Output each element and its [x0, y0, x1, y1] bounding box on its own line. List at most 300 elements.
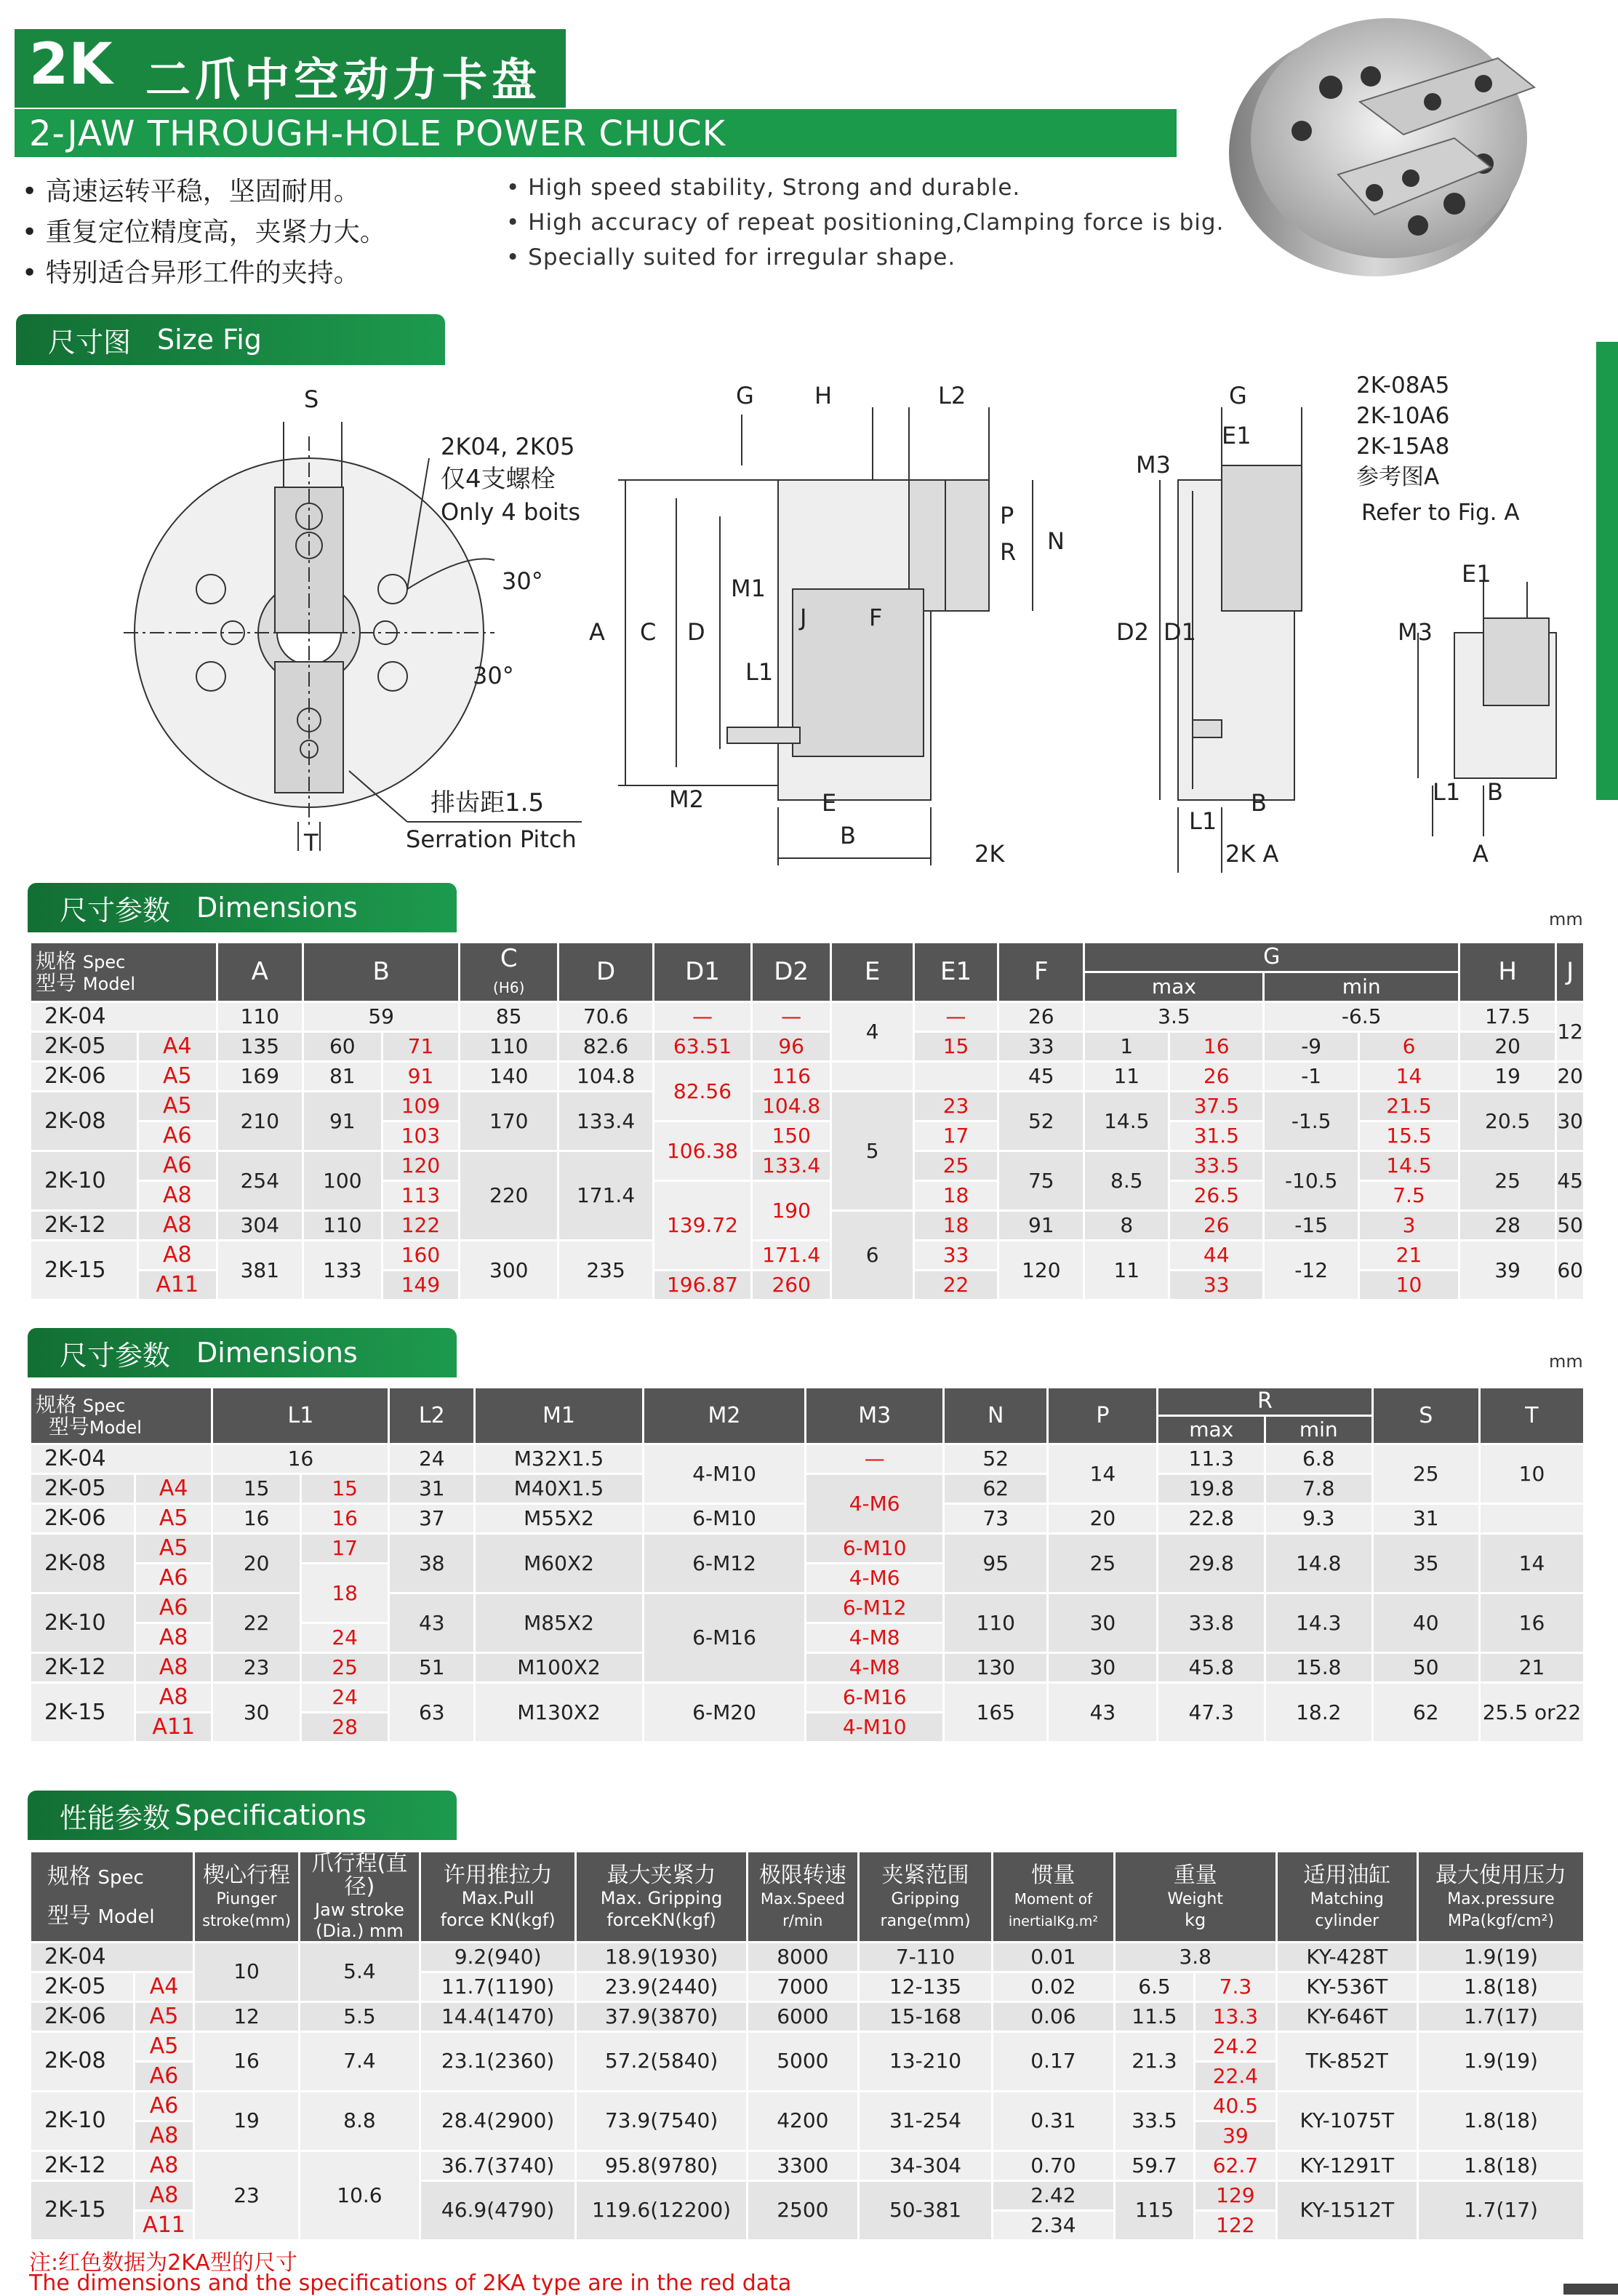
- submodel-cell: A5: [135, 1504, 212, 1534]
- cell: 14.4(1470): [420, 2001, 576, 2031]
- cell: 30: [1556, 1092, 1585, 1151]
- col-e: E: [831, 943, 914, 1002]
- cell: 25: [1459, 1151, 1556, 1211]
- cell: 30: [212, 1683, 300, 1743]
- model-cell: 2K-06: [31, 1504, 135, 1534]
- model-cell: 2K-15: [31, 1241, 138, 1300]
- cell: 62.7: [1195, 2151, 1276, 2180]
- cell: —: [913, 1002, 998, 1032]
- cell: 35: [1372, 1534, 1479, 1593]
- cell: 4-M10: [643, 1444, 805, 1504]
- submodel-cell: A5: [137, 1062, 217, 1092]
- cell: 20: [1048, 1504, 1158, 1534]
- cell: [913, 1062, 998, 1092]
- cell: M55X2: [475, 1504, 644, 1534]
- cell: [831, 1062, 914, 1092]
- cell: 1.8(18): [1417, 1972, 1584, 2001]
- col-weight: 重量 Weight kg: [1114, 1852, 1276, 1943]
- cell: 18.2: [1265, 1683, 1372, 1743]
- col-p: P: [1048, 1388, 1158, 1444]
- cell: -9: [1264, 1032, 1359, 1062]
- col-t: T: [1479, 1388, 1584, 1444]
- cell: 18: [913, 1211, 998, 1241]
- cell: 16: [193, 2031, 299, 2091]
- cell: 139.72: [653, 1181, 751, 1271]
- cell: 120: [382, 1151, 460, 1181]
- cell: 7-110: [859, 1942, 993, 1972]
- cell: 0.70: [993, 2151, 1115, 2180]
- dimensions-table-2: [29, 1386, 1585, 1743]
- cell: 110: [944, 1593, 1048, 1653]
- cell: 60: [1556, 1241, 1585, 1300]
- cell: 165: [944, 1683, 1048, 1743]
- cell: TK-852T: [1276, 2031, 1417, 2091]
- cell: 31: [389, 1474, 475, 1504]
- cell: 12-135: [859, 1972, 993, 2001]
- cell: 60: [303, 1032, 382, 1062]
- cell: 50-381: [859, 2180, 993, 2240]
- cell: 52: [998, 1092, 1084, 1151]
- label-b-figa: B: [1487, 778, 1503, 806]
- cell: 3.5: [1084, 1002, 1264, 1032]
- cell: 28.4(2900): [420, 2091, 576, 2151]
- table-row: [31, 1032, 1585, 1062]
- cell: 70.6: [558, 1002, 654, 1032]
- cell: 106.38: [653, 1121, 751, 1181]
- cell: 254: [217, 1151, 303, 1211]
- cell: 260: [752, 1271, 831, 1300]
- submodel-cell: A5: [137, 1092, 217, 1121]
- model-cell: 2K-10: [31, 2091, 135, 2151]
- col-g: G: [1084, 943, 1459, 972]
- table-row: [31, 2031, 1585, 2061]
- table-row: [31, 1474, 1585, 1504]
- label-d1-2ka: D1: [1164, 618, 1196, 646]
- cell: 122: [1195, 2210, 1276, 2240]
- label-e1-figa: E1: [1462, 560, 1491, 588]
- cell: M40X1.5: [475, 1474, 644, 1504]
- size-fig-en: Size Fig: [157, 324, 262, 356]
- cell: 43: [389, 1593, 475, 1653]
- angle-30-a: 30°: [502, 567, 543, 595]
- table-row: [31, 1683, 1585, 1713]
- cell: 110: [303, 1211, 382, 1241]
- cell: 38: [389, 1534, 475, 1593]
- model-cell: 2K-08: [31, 2031, 135, 2091]
- label-h: H: [814, 382, 833, 409]
- cell: 62: [1372, 1683, 1479, 1743]
- cell: 15.8: [1265, 1653, 1372, 1683]
- cell: 14.8: [1265, 1534, 1372, 1593]
- cell: 12: [1556, 1002, 1585, 1062]
- cell: 12: [193, 2001, 299, 2031]
- label-l1-figa: L1: [1433, 778, 1461, 806]
- cell: 6.8: [1265, 1444, 1372, 1474]
- cell: 2500: [747, 2180, 858, 2240]
- cell: 6: [831, 1211, 914, 1300]
- col-max-speed: 极限转速 Max.Speed r/min: [747, 1852, 858, 1943]
- submodel-cell: A5: [135, 1534, 212, 1564]
- cell: M100X2: [475, 1653, 644, 1683]
- cell: 37: [389, 1504, 475, 1534]
- cell: -15: [1264, 1211, 1359, 1241]
- cell: 16: [212, 1504, 300, 1534]
- label-t: T: [304, 829, 319, 857]
- cell: KY-1512T: [1276, 2180, 1417, 2240]
- cell: 45: [1556, 1151, 1585, 1211]
- col-n: N: [944, 1388, 1048, 1444]
- cell: 4: [831, 1002, 914, 1062]
- table-row: [31, 1444, 1585, 1474]
- cell: 91: [998, 1211, 1084, 1241]
- size-fig-tab: [16, 314, 445, 365]
- cell: 14.3: [1265, 1593, 1372, 1653]
- submodel-cell: A8: [135, 2121, 194, 2151]
- table-row: [31, 1092, 1585, 1121]
- cell: 34-304: [859, 2151, 993, 2180]
- col-m3: M3: [806, 1388, 944, 1444]
- cell: 44: [1169, 1241, 1264, 1271]
- cell: 24: [300, 1623, 388, 1653]
- fig-name-2ka: 2K A: [1225, 840, 1279, 868]
- cell: 6-M16: [806, 1683, 944, 1713]
- col-b: B: [303, 943, 459, 1002]
- col-j: J: [1556, 943, 1585, 1002]
- model-cell: 2K-12: [31, 2151, 135, 2180]
- cell: 169: [217, 1062, 303, 1092]
- dimensions-cn-2: 尺寸参数: [60, 1339, 171, 1372]
- dimensions-tab-1: [28, 883, 457, 932]
- cell: 300: [460, 1241, 558, 1300]
- cell: 2.42: [993, 2180, 1115, 2210]
- cell: 6-M12: [643, 1534, 805, 1593]
- col-m2: M2: [643, 1388, 805, 1444]
- table-row: [31, 1241, 1585, 1271]
- model-cell: 2K-06: [31, 2001, 135, 2031]
- cell: 149: [382, 1271, 460, 1300]
- label-e: E: [822, 789, 837, 817]
- cell: 39: [1459, 1241, 1556, 1300]
- cell: 7.3: [1195, 1972, 1276, 2001]
- label-m3-figa: M3: [1398, 618, 1433, 646]
- cell: KY-536T: [1276, 1972, 1417, 2001]
- col-gripping-range: 夹紧范围 Gripping range(mm): [859, 1852, 993, 1943]
- cell: 122: [382, 1211, 460, 1241]
- cell: 21: [1358, 1241, 1459, 1271]
- cell: 5: [831, 1092, 914, 1211]
- cell: 110: [460, 1032, 558, 1062]
- col-inertia: 惯量 Moment of inertialKg.m²: [993, 1852, 1115, 1943]
- fig-name-a: A: [1473, 840, 1489, 868]
- cell: 3300: [747, 2151, 858, 2180]
- cell: 26: [1169, 1062, 1264, 1092]
- cell: 5.4: [300, 1942, 420, 2001]
- model-cell: 2K-04: [31, 1002, 217, 1032]
- technical-drawing: [0, 371, 1618, 880]
- table-row: [31, 2091, 1585, 2121]
- cell: 8.8: [300, 2091, 420, 2151]
- cell: 16: [1169, 1032, 1264, 1062]
- dimensions-en-2: Dimensions: [196, 1337, 358, 1369]
- cell: 5000: [747, 2031, 858, 2091]
- cell: 17: [913, 1121, 998, 1151]
- label-j: J: [800, 604, 807, 631]
- cell: 8000: [747, 1942, 858, 1972]
- cell: 0.01: [993, 1942, 1115, 1972]
- cell: 20: [1459, 1032, 1556, 1062]
- submodel-cell: A8: [135, 1683, 212, 1713]
- cell: 16: [212, 1444, 389, 1474]
- cell: 381: [217, 1241, 303, 1300]
- cell: 31-254: [859, 2091, 993, 2151]
- cell: 26.5: [1169, 1181, 1264, 1211]
- cell: 11: [1084, 1062, 1169, 1092]
- cell: 18.9(1930): [576, 1942, 747, 1972]
- cell: 8.5: [1084, 1151, 1169, 1211]
- title-code: 2K: [29, 32, 113, 97]
- cell: M130X2: [475, 1683, 644, 1743]
- model-cell: 2K-12: [31, 1211, 138, 1241]
- cell: 1.9(19): [1417, 2031, 1584, 2091]
- cell: 6: [1358, 1032, 1459, 1062]
- cell: 43: [1048, 1683, 1158, 1743]
- cell: 25: [913, 1151, 998, 1181]
- cell: KY-1291T: [1276, 2151, 1417, 2180]
- cell: 11.3: [1158, 1444, 1265, 1474]
- cell: 33: [1169, 1271, 1264, 1300]
- cell: 47.3: [1158, 1683, 1265, 1743]
- spec-model-header-3: 规格 Spec 型号 Model: [31, 1852, 194, 1943]
- cell: 6000: [747, 2001, 858, 2031]
- col-d: D: [558, 943, 654, 1002]
- cell: 22.4: [1195, 2061, 1276, 2091]
- cell: —: [752, 1002, 831, 1032]
- col-a: A: [217, 943, 303, 1002]
- col-d1: D1: [653, 943, 751, 1002]
- features-cn: [22, 172, 386, 294]
- cell: 14: [1479, 1534, 1584, 1593]
- cell: 45.8: [1158, 1653, 1265, 1683]
- col-max-pressure: 最大使用压力 Max.pressure MPa(kgf/cm²): [1417, 1852, 1584, 1943]
- cell: 91: [303, 1092, 382, 1151]
- model-cell: 2K-10: [31, 1593, 135, 1653]
- cell: 59.7: [1114, 2151, 1194, 2180]
- cell: 36.7(3740): [420, 2151, 576, 2180]
- cell: 7.8: [1265, 1474, 1372, 1504]
- col-m1: M1: [475, 1388, 644, 1444]
- table-row: [31, 1593, 1585, 1623]
- cell: 7000: [747, 1972, 858, 2001]
- fig-name-2k: 2K: [974, 840, 1005, 868]
- cell: 91: [382, 1062, 460, 1092]
- cell: 304: [217, 1211, 303, 1241]
- cell: 20: [212, 1534, 300, 1593]
- label-d2-2ka: D2: [1116, 618, 1149, 646]
- cell: 1.7(17): [1417, 2001, 1584, 2031]
- cell: KY-646T: [1276, 2001, 1417, 2031]
- cell: 6-M20: [643, 1683, 805, 1743]
- cell: 52: [944, 1444, 1048, 1474]
- cell: 103: [382, 1121, 460, 1151]
- dimensions-tab-2: [28, 1328, 457, 1377]
- cell: 0.06: [993, 2001, 1115, 2031]
- cell: 14: [1358, 1062, 1459, 1092]
- dimensions-table-1: [29, 941, 1585, 1301]
- cell: 15: [913, 1032, 998, 1062]
- table-row: [31, 1534, 1585, 1564]
- label-n: N: [1047, 527, 1065, 555]
- col-e1: E1: [913, 943, 998, 1002]
- cell: 30: [1048, 1653, 1158, 1683]
- spec-cn: 规格: [36, 949, 77, 974]
- cell: 22: [212, 1593, 300, 1653]
- cell: 25: [1048, 1534, 1158, 1593]
- cell: 7.5: [1358, 1181, 1459, 1211]
- table-row: [31, 1653, 1585, 1683]
- cell: 23.9(2440): [576, 1972, 747, 2001]
- cell: 19.8: [1158, 1474, 1265, 1504]
- table-row: [31, 1942, 1585, 1972]
- cell: 23: [913, 1092, 998, 1121]
- spec-model-header-2: 规格 Spec 型号Model: [31, 1388, 212, 1444]
- cell: KY-1075T: [1276, 2091, 1417, 2151]
- cell: 18: [913, 1181, 998, 1211]
- cell: 15: [212, 1474, 300, 1504]
- cell: 11.5: [1114, 2001, 1194, 2031]
- cell: 1.7(17): [1417, 2180, 1584, 2240]
- cell: 28: [300, 1713, 388, 1743]
- cell: 63.51: [653, 1032, 751, 1062]
- cell: 11.7(1190): [420, 1972, 576, 2001]
- table-row: [31, 1151, 1585, 1181]
- label-l1: L1: [745, 658, 774, 686]
- model-cell: 2K-05: [31, 1032, 138, 1062]
- cell: 73: [944, 1504, 1048, 1534]
- label-m3-2ka: M3: [1136, 451, 1171, 479]
- cell: 9.2(940): [420, 1942, 576, 1972]
- cell: 25: [300, 1653, 388, 1683]
- col-gripping-force: 最大夹紧力 Max. Gripping forceKN(kgf): [576, 1852, 747, 1943]
- model-cell: 2K-04: [31, 1942, 194, 1972]
- cell: 11: [1084, 1241, 1169, 1300]
- cell: 160: [382, 1241, 460, 1271]
- cell: 5.5: [300, 2001, 420, 2031]
- col-g-min: min: [1264, 972, 1459, 1002]
- cell: 75: [998, 1151, 1084, 1211]
- fig-a-model-5: Refer to Fig. A: [1361, 500, 1520, 526]
- specifications-en: Specifications: [175, 1799, 367, 1831]
- cell: 21.3: [1114, 2031, 1194, 2091]
- model-cell: 2K-06: [31, 1062, 138, 1092]
- cell: 115: [1114, 2180, 1194, 2240]
- cell: 23: [193, 2151, 299, 2240]
- col-plunger-stroke: 楔心行程 Piunger stroke(mm): [193, 1852, 299, 1943]
- submodel-cell: A6: [137, 1121, 217, 1151]
- cell: 6-M10: [643, 1504, 805, 1534]
- feature-en-2: • High accuracy of repeat positioning,Clamping force is big.: [506, 209, 1225, 236]
- feature-en-1: • High speed stability, Strong and durable.: [506, 175, 1021, 201]
- note-bolts-3: Only 4 boits: [441, 498, 580, 526]
- cell: 24: [389, 1444, 475, 1474]
- page-corner-mark: [1563, 2284, 1618, 2295]
- label-m1: M1: [731, 575, 766, 602]
- col-s: S: [1372, 1388, 1479, 1444]
- col-r-max: max: [1158, 1416, 1265, 1444]
- serration-cn: 排齿距1.5: [430, 788, 545, 817]
- fig-a-model-1: 2K-08A5: [1356, 372, 1450, 399]
- cell: 29.8: [1158, 1534, 1265, 1593]
- cell: 4-M10: [806, 1713, 944, 1743]
- cell: 0.17: [993, 2031, 1115, 2091]
- cell: 59: [303, 1002, 459, 1032]
- cell: —: [806, 1444, 944, 1474]
- cell: 37.9(3870): [576, 2001, 747, 2031]
- cell: 57.2(5840): [576, 2031, 747, 2091]
- submodel-cell: A4: [135, 1474, 212, 1504]
- submodel-cell: A4: [137, 1032, 217, 1062]
- cell: 6.5: [1114, 1972, 1194, 2001]
- cell: 45: [998, 1062, 1084, 1092]
- cell: 81: [303, 1062, 382, 1092]
- submodel-cell: A8: [135, 2180, 194, 2210]
- col-r-min: min: [1265, 1416, 1372, 1444]
- cell: 85: [460, 1002, 558, 1032]
- label-a: A: [589, 618, 605, 646]
- col-l2: L2: [389, 1388, 475, 1444]
- cell: 9.3: [1265, 1504, 1372, 1534]
- cell: -1: [1264, 1062, 1359, 1092]
- chuck-photo: [1193, 7, 1556, 284]
- cell: 30: [1048, 1593, 1158, 1653]
- label-f: F: [869, 604, 883, 631]
- cell: M60X2: [475, 1534, 644, 1593]
- cell: -10.5: [1264, 1151, 1359, 1211]
- cell: 4-M6: [806, 1564, 944, 1593]
- cell: 1: [1084, 1032, 1169, 1062]
- col-cylinder: 适用油缸 Matching cylinder: [1276, 1852, 1417, 1943]
- cell: 3.8: [1114, 1942, 1276, 1972]
- submodel-cell: A8: [137, 1241, 217, 1271]
- model-en: Model: [82, 973, 135, 994]
- cell: 82.56: [653, 1062, 751, 1121]
- label-l1-2ka: L1: [1189, 807, 1217, 835]
- table-row: [31, 2001, 1585, 2031]
- col-g-max: max: [1084, 972, 1264, 1002]
- submodel-cell: A4: [135, 1972, 194, 2001]
- cell: -12: [1264, 1241, 1359, 1300]
- cell: 13.3: [1195, 2001, 1276, 2031]
- cell: 17.5: [1459, 1002, 1556, 1032]
- cell: 15-168: [859, 2001, 993, 2031]
- cell: 33.5: [1169, 1151, 1264, 1181]
- cell: M32X1.5: [475, 1444, 644, 1474]
- cell: 130: [944, 1653, 1048, 1683]
- cell: —: [653, 1002, 751, 1032]
- cell: 1.8(18): [1417, 2091, 1584, 2151]
- cell: 235: [558, 1241, 654, 1300]
- submodel-cell: A8: [135, 2151, 194, 2180]
- cell: 2.34: [993, 2210, 1115, 2240]
- cell: 33: [998, 1032, 1084, 1062]
- cell: 22.8: [1158, 1504, 1265, 1534]
- cell: -6.5: [1264, 1002, 1459, 1032]
- features-en: [506, 170, 1224, 275]
- cell: 23: [212, 1653, 300, 1683]
- cell: 0.31: [993, 2091, 1115, 2151]
- note-bolts-1: 2K04, 2K05: [441, 433, 575, 460]
- cell: 4-M8: [806, 1623, 944, 1653]
- cell: 33.5: [1114, 2091, 1194, 2151]
